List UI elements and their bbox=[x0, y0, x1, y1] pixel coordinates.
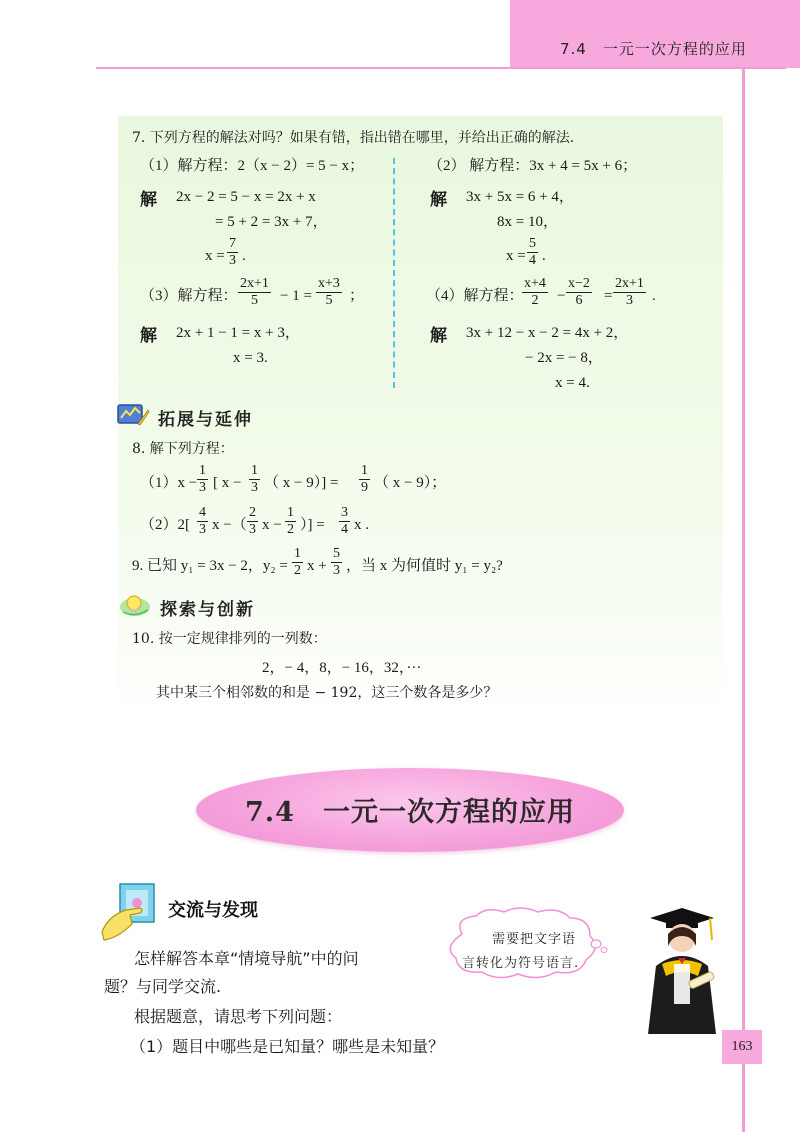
q7-part4-jie: 解 bbox=[430, 326, 447, 346]
q8-2-frac1: $\frac{4}{3}$ bbox=[199, 505, 206, 538]
q9-c: ，当 x 为何值时 y₁ = y₂? bbox=[346, 558, 503, 574]
q8-2-b: x −（ bbox=[212, 517, 247, 533]
q7-part1-line1: 2x − 2 = 5 − x = 2x + x bbox=[176, 189, 316, 205]
q7-part3-jie: 解 bbox=[140, 326, 157, 346]
q10-sequence: 2，− 4，8，− 16，32，··· bbox=[262, 660, 422, 676]
comm-para2: 根据题意，请思考下列问题： bbox=[134, 1007, 343, 1026]
q8-1-a: （1）x − bbox=[140, 475, 198, 491]
q7-part1-jie: 解 bbox=[140, 190, 157, 210]
q7-part3-end: ； bbox=[349, 288, 365, 304]
header-rule bbox=[96, 67, 786, 69]
q9-frac1: $\frac{1}{2}$ bbox=[294, 546, 301, 579]
q8-1-b: [ x − bbox=[213, 475, 242, 491]
q9-b: x + bbox=[307, 558, 327, 574]
q8-2-frac3: $\frac{1}{2}$ bbox=[287, 505, 294, 538]
q7-part2-line1: 3x + 5x = 6 + 4， bbox=[466, 189, 574, 205]
q7-part1-label: （1）解方程：2（x − 2）= 5 − x； bbox=[140, 158, 365, 174]
extension-icon bbox=[116, 402, 150, 428]
q7-part3-line1: 2x + 1 − 1 = x + 3， bbox=[176, 325, 300, 341]
q7-part3-label: （3）解方程： bbox=[140, 288, 238, 304]
q7-part2-label: （2） 解方程：3x + 4 = 5x + 6； bbox=[428, 158, 638, 174]
graduate-girl-illustration bbox=[636, 906, 726, 1036]
q8-2-c: x − bbox=[262, 517, 282, 533]
q7-part3-mid: − 1 = bbox=[280, 288, 312, 304]
q8-1-d: （ x − 9）； bbox=[374, 475, 447, 491]
section-title: 7.4 一元一次方程的应用 bbox=[245, 797, 575, 828]
q8-1-frac1: $\frac{1}{3}$ bbox=[199, 463, 206, 496]
page-number: 163 bbox=[731, 1039, 753, 1054]
q7-prompt: 7. 下列方程的解法对吗？如果有错，指出错在哪里，并给出正确的解法. bbox=[132, 130, 575, 146]
q8-1-frac3: $\frac{1}{9}$ bbox=[361, 463, 368, 496]
running-header-title: 7.4 一元一次方程的应用 bbox=[560, 40, 747, 58]
q7-part4-line2: − 2x = − 8， bbox=[525, 350, 603, 366]
bubble-line1: 需要把文字语 bbox=[492, 932, 577, 947]
q8-2-d: ）] = bbox=[300, 517, 325, 533]
q7-part4-frac2: $\frac{x-2}{6}$ bbox=[568, 276, 590, 309]
q7-part2-period: . bbox=[542, 248, 546, 264]
q7-part4-frac3: $\frac{2x+1}{3}$ bbox=[615, 276, 644, 309]
q9-a: 9. 已知 y₁ = 3x − 2，y₂ = bbox=[132, 558, 288, 574]
comm-para1-b: 题？与同学交流. bbox=[104, 977, 222, 996]
q7-part4-label: （4）解方程： bbox=[426, 288, 524, 304]
q8-2-e: x . bbox=[354, 517, 369, 533]
hand-pointer-icon bbox=[98, 880, 162, 946]
side-rule bbox=[742, 68, 745, 1132]
q7-part4-frac1: $\frac{x+4}{2}$ bbox=[524, 276, 546, 309]
q8-prompt: 8. 解下列方程： bbox=[132, 441, 234, 457]
q10-question: 其中某三个相邻数的和是 − 192，这三个数各是多少？ bbox=[156, 685, 498, 701]
q7-part4-line1: 3x + 12 − x − 2 = 4x + 2， bbox=[466, 325, 629, 341]
q9-frac2: $\frac{5}{3}$ bbox=[333, 546, 340, 579]
q7-part4-op2: = bbox=[604, 288, 613, 304]
q8-2-frac2: $\frac{2}{3}$ bbox=[249, 505, 256, 538]
q8-1-c: （ x − 9）] = bbox=[264, 475, 339, 491]
comm-para1-a: 怎样解答本章“情境导航”中的问 bbox=[134, 949, 359, 968]
comm-para3: （1）题目中哪些是已知量？哪些是未知量？ bbox=[130, 1037, 445, 1056]
q7-part3-frac2: $\frac{x+3}{5}$ bbox=[318, 276, 340, 309]
q7-part4-end: . bbox=[652, 288, 656, 304]
q7-part1-line3: x = bbox=[205, 248, 225, 264]
bubble-line2: 言转化为符号语言. bbox=[462, 956, 580, 971]
q8-2-frac4: $\frac{3}{4}$ bbox=[341, 505, 348, 538]
q8-1-frac2: $\frac{1}{3}$ bbox=[251, 463, 258, 496]
q7-part1-line2: = 5 + 2 = 3x + 7， bbox=[215, 214, 328, 230]
q10-prompt: 10. 按一定规律排列的一列数： bbox=[132, 631, 327, 647]
q8-2-a: （2）2[ bbox=[140, 517, 190, 533]
q7-part2-jie: 解 bbox=[430, 190, 447, 210]
explore-heading: 探索与创新 bbox=[160, 600, 255, 620]
lightbulb-icon bbox=[118, 592, 152, 618]
q7-part1-frac: $\frac{7}{3}$ bbox=[229, 236, 236, 269]
q7-part4-line3: x = 4. bbox=[555, 375, 590, 391]
q7-part2-line3: x = bbox=[506, 248, 526, 264]
column-divider bbox=[393, 158, 395, 388]
q7-part3-line2: x = 3. bbox=[233, 350, 268, 366]
q7-part1-period: . bbox=[242, 248, 246, 264]
q7-part3-frac1: $\frac{2x+1}{5}$ bbox=[240, 276, 269, 309]
communicate-heading: 交流与发现 bbox=[168, 900, 258, 921]
q7-part4-op1: − bbox=[557, 288, 566, 304]
q7-part2-line2: 8x = 10， bbox=[497, 214, 558, 230]
q7-part2-frac: $\frac{5}{4}$ bbox=[529, 236, 536, 269]
extension-heading: 拓展与延伸 bbox=[158, 410, 253, 430]
